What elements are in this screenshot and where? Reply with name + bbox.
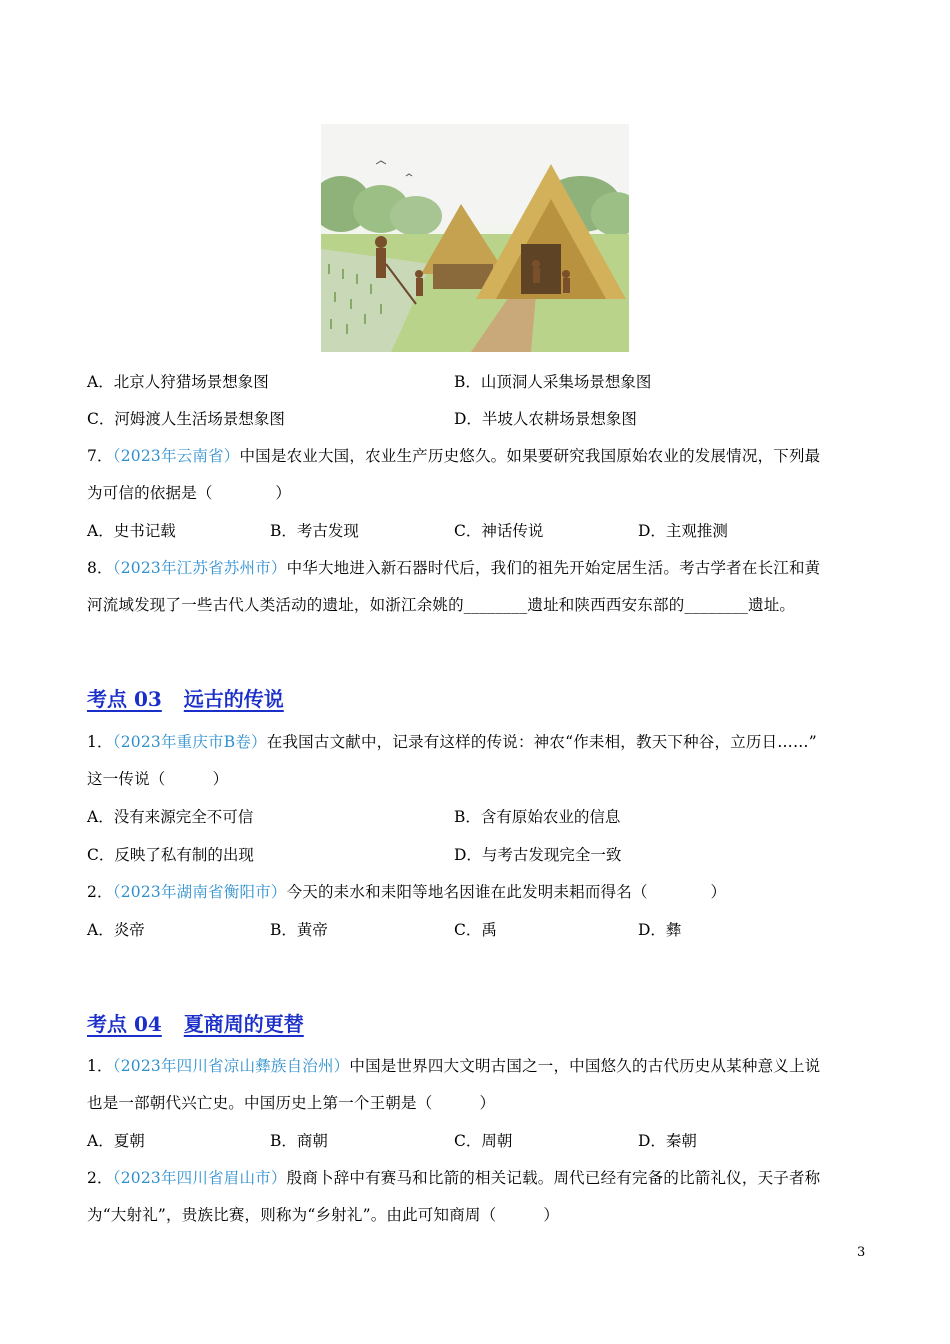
section-heading-04 <box>87 1011 304 1037</box>
s4q1-option-a: A．夏朝 <box>87 1132 145 1150</box>
s4q1-line-1 <box>87 1056 820 1076</box>
question-source: （2023年四川省眉山市） <box>112 1169 287 1187</box>
q6-option-b: B．山顶洞人采集场景想象图 <box>454 373 652 391</box>
question-text: 殷商卜辞中有赛马和比箭的相关记载。周代已经有完备的比箭礼仪，天子者称 <box>286 1169 821 1187</box>
question-number: 7． <box>87 447 113 465</box>
q8-line-2: 河流域发现了一些古代人类活动的遗址，如浙江余姚的________遗址和陕西西安东部的________遗址。 <box>87 596 796 614</box>
question-text: 中国是世界四大文明古国之一，中国悠久的古代历史从某种意义上说 <box>349 1057 821 1075</box>
q6-option-c: C．河姆渡人生活场景想象图 <box>87 410 285 428</box>
s4q1-option-c: C．周朝 <box>454 1132 513 1150</box>
s4q1-option-d: D．秦朝 <box>638 1132 697 1150</box>
s3q1-option-c: C．反映了私有制的出现 <box>87 846 254 864</box>
q7-line-1 <box>87 446 820 466</box>
q6-option-a: A．北京人狩猎场景想象图 <box>87 373 269 391</box>
question-number: 2． <box>87 883 113 901</box>
q7-option-d: D．主观推测 <box>638 522 728 540</box>
s3q1-line-2: 这一传说（ ） <box>87 770 229 788</box>
question-text: 中华大地进入新石器时代后，我们的祖先开始定居生活。考古学者在长江和黄 <box>286 559 821 577</box>
s3q2-option-d: D．彝 <box>638 921 682 939</box>
section-code: 考点 03 <box>87 687 162 711</box>
page-number: 3 <box>857 1245 866 1260</box>
question-number: 1． <box>87 733 113 751</box>
section-heading-03 <box>87 686 284 712</box>
question-source: （2023年四川省凉山彝族自治州） <box>112 1057 350 1075</box>
section-title: 夏商周的更替 <box>183 1012 304 1036</box>
q7-line-2: 为可信的依据是（ ） <box>87 484 292 502</box>
s3q2-option-a: A．炎帝 <box>87 921 145 939</box>
q8-line-1 <box>87 558 820 578</box>
question-source: （2023年云南省） <box>112 447 240 465</box>
s3q1-option-d: D．与考古发现完全一致 <box>454 846 622 864</box>
q7-option-c: C．神话传说 <box>454 522 544 540</box>
s3q1-option-a: A．没有来源完全不可信 <box>87 808 254 826</box>
s4q2-line-2: 为“大射礼”，贵族比赛，则称为“乡射礼”。由此可知商周（ ） <box>87 1206 560 1224</box>
section-code: 考点 04 <box>87 1012 162 1036</box>
question-number: 1． <box>87 1057 113 1075</box>
q7-option-a: A．史书记载 <box>87 522 176 540</box>
question-source: （2023年重庆市B卷） <box>112 733 267 751</box>
q7-option-b: B．考古发现 <box>270 522 359 540</box>
question-text: 在我国古文献中，记录有这样的传说：神农“作耒相，教天下种谷，立历日……” <box>266 733 817 751</box>
question-text: 中国是农业大国，农业生产历史悠久。如果要研究我国原始农业的发展情况，下列最 <box>239 447 821 465</box>
s3q2-line-1 <box>87 882 726 902</box>
question-text: 今天的耒水和耒阳等地名因谁在此发明耒耜而得名（ ） <box>286 883 727 901</box>
question-number: 2． <box>87 1169 113 1187</box>
q6-option-d: D．半坡人农耕场景想象图 <box>454 410 637 428</box>
question-number: 8． <box>87 559 113 577</box>
question-source: （2023年江苏省苏州市） <box>112 559 287 577</box>
s4q1-option-b: B．商朝 <box>270 1132 328 1150</box>
s3q2-option-b: B．黄帝 <box>270 921 328 939</box>
neolithic-village-illustration <box>321 124 629 352</box>
s4q2-line-1 <box>87 1168 820 1188</box>
section-title: 远古的传说 <box>183 687 284 711</box>
s3q1-line-1 <box>87 732 817 752</box>
s4q1-line-2: 也是一部朝代兴亡史。中国历史上第一个王朝是（ ） <box>87 1094 496 1112</box>
question-source: （2023年湖南省衡阳市） <box>112 883 287 901</box>
s3q2-option-c: C．禹 <box>454 921 497 939</box>
s3q1-option-b: B．含有原始农业的信息 <box>454 808 621 826</box>
